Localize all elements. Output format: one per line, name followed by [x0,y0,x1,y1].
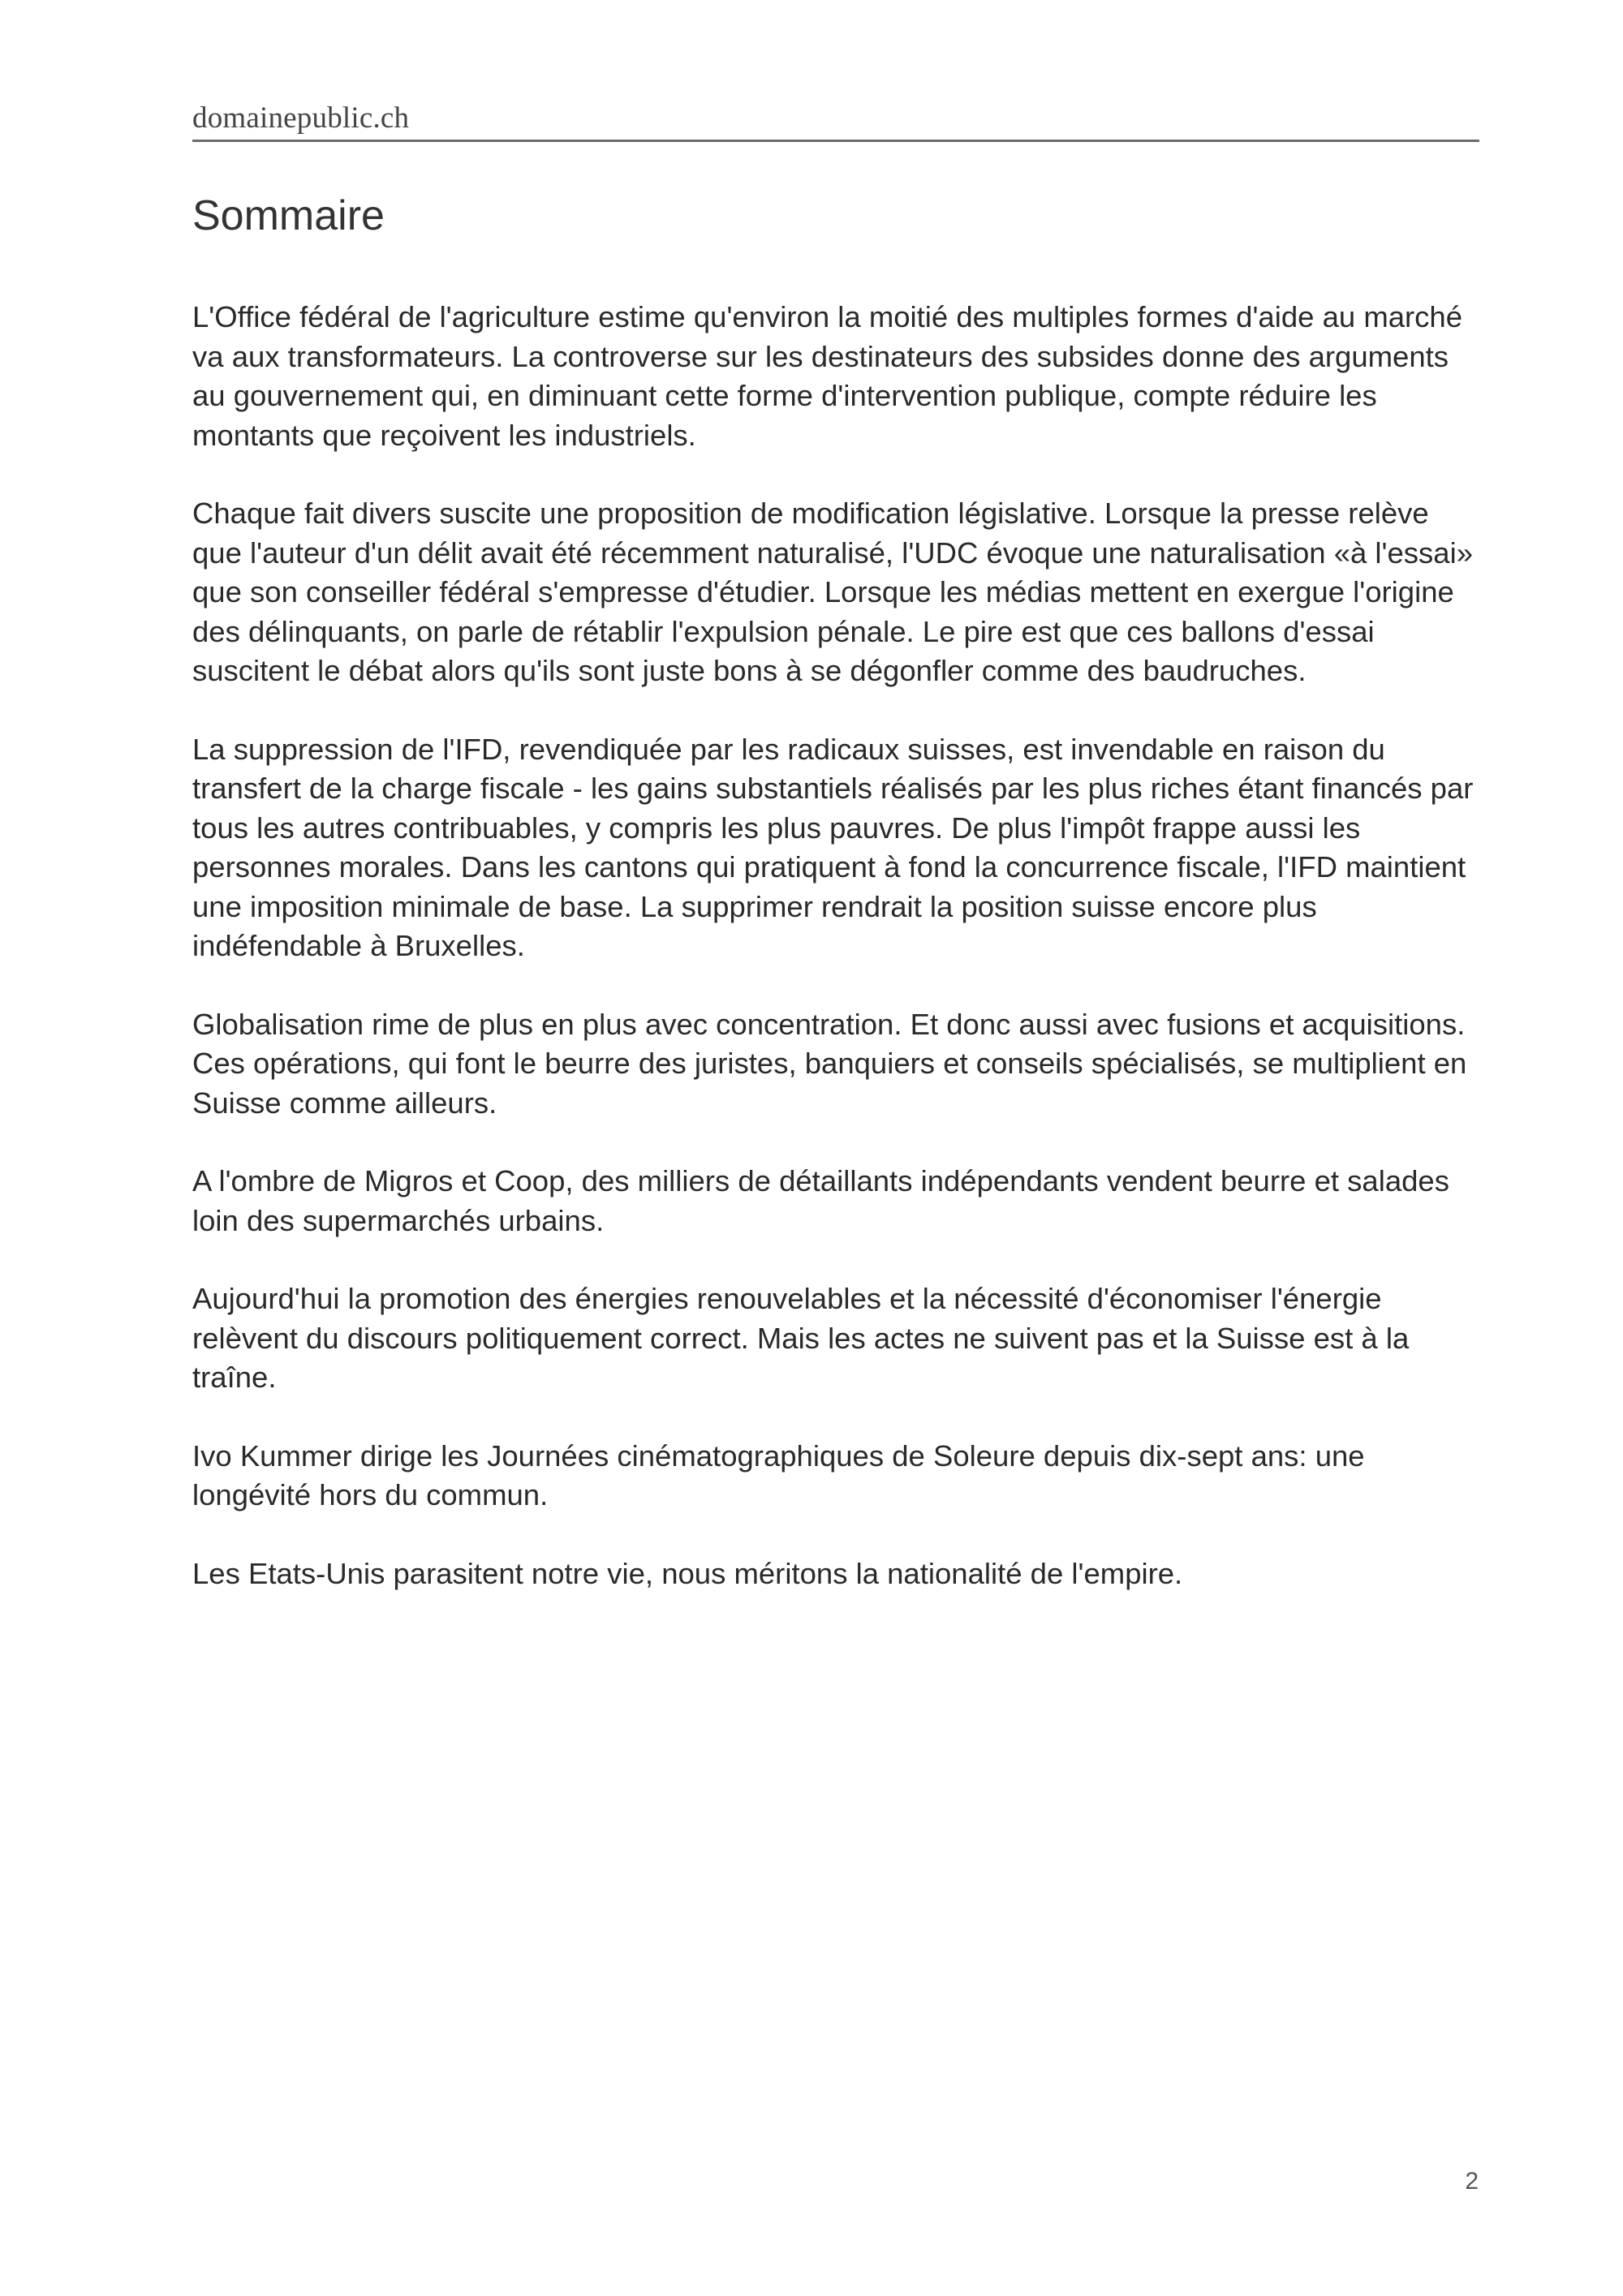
summary-paragraph-ifd: La suppression de l'IFD, revendiquée par les radicaux suisses, est invendable en raison du transfert de la charge fiscale - les gains substantiels réalisés par les plus riches étant financés par tous les autres contribuables, y compris les plus pauvres. De plus l'impôt frappe aussi les personnes morales. Dans les cantons qui pratiquent à fond la concurrence fiscale, l'IFD maintient une imposition minimale de base. La supprimer rendrait la position suisse encore plus indéfendable à Bruxelles. [192,732,1474,962]
summary-paragraph-faits-divers: Chaque fait divers suscite une proposition de modification législative. Lorsque la presse relève que l'auteur d'un délit avait été récemment naturalisé, l'UDC évoque une naturalisation «à l'essai» que son conseiller fédéral s'empresse d'étudier. Lorsque les médias mettent en exergue l'origine des délinquants, on parle de rétablir l'expulsion pénale. Le pire est que ces ballons d'essai suscitent le débat alors qu'ils sont juste bons à se dégonfler comme des baudruches. [192,497,1474,687]
page-title: Sommaire [192,192,385,239]
summary-paragraph-globalisation: Globalisation rime de plus en plus avec concentration. Et donc aussi avec fusions et acquisitions. Ces opérations, qui font le beurre des juristes, banquiers et conseils spécialisés, se multiplient en Suisse comme ailleurs. [192,1007,1467,1120]
summary-paragraph-etats-unis: Les Etats-Unis parasitent notre vie, nous méritons la nationalité de l'empire. [192,1556,1183,1590]
summary-paragraph-energies: Aujourd'hui la promotion des énergies renouvelables et la nécessité d'économiser l'énergie relèvent du discours politiquement correct. Mais les actes ne suivent pas et la Suisse est à la traîne. [192,1282,1410,1394]
summary-paragraph-agriculture: L'Office fédéral de l'agriculture estime qu'environ la moitié des multiples formes d'aide au marché va aux transformateurs. La controverse sur les destinateurs des subsides donne des arguments au gouvernement qui, en diminuant cette forme d'intervention publique, compte réduire les montants que reçoivent les industriels. [192,300,1463,452]
summary-body [192,298,1479,1632]
page-number: 2 [1465,2168,1479,2195]
summary-paragraph-detaillants: A l'ombre de Migros et Coop, des milliers de détaillants indépendants vendent beurre et salades loin des supermarchés urbains. [192,1164,1449,1237]
page-header [192,96,1479,142]
summary-paragraph-kummer: Ivo Kummer dirige les Journées cinématographiques de Soleure depuis dix-sept ans: une longévité hors du commun. [192,1438,1365,1511]
site-name: domainepublic.ch [192,101,410,135]
